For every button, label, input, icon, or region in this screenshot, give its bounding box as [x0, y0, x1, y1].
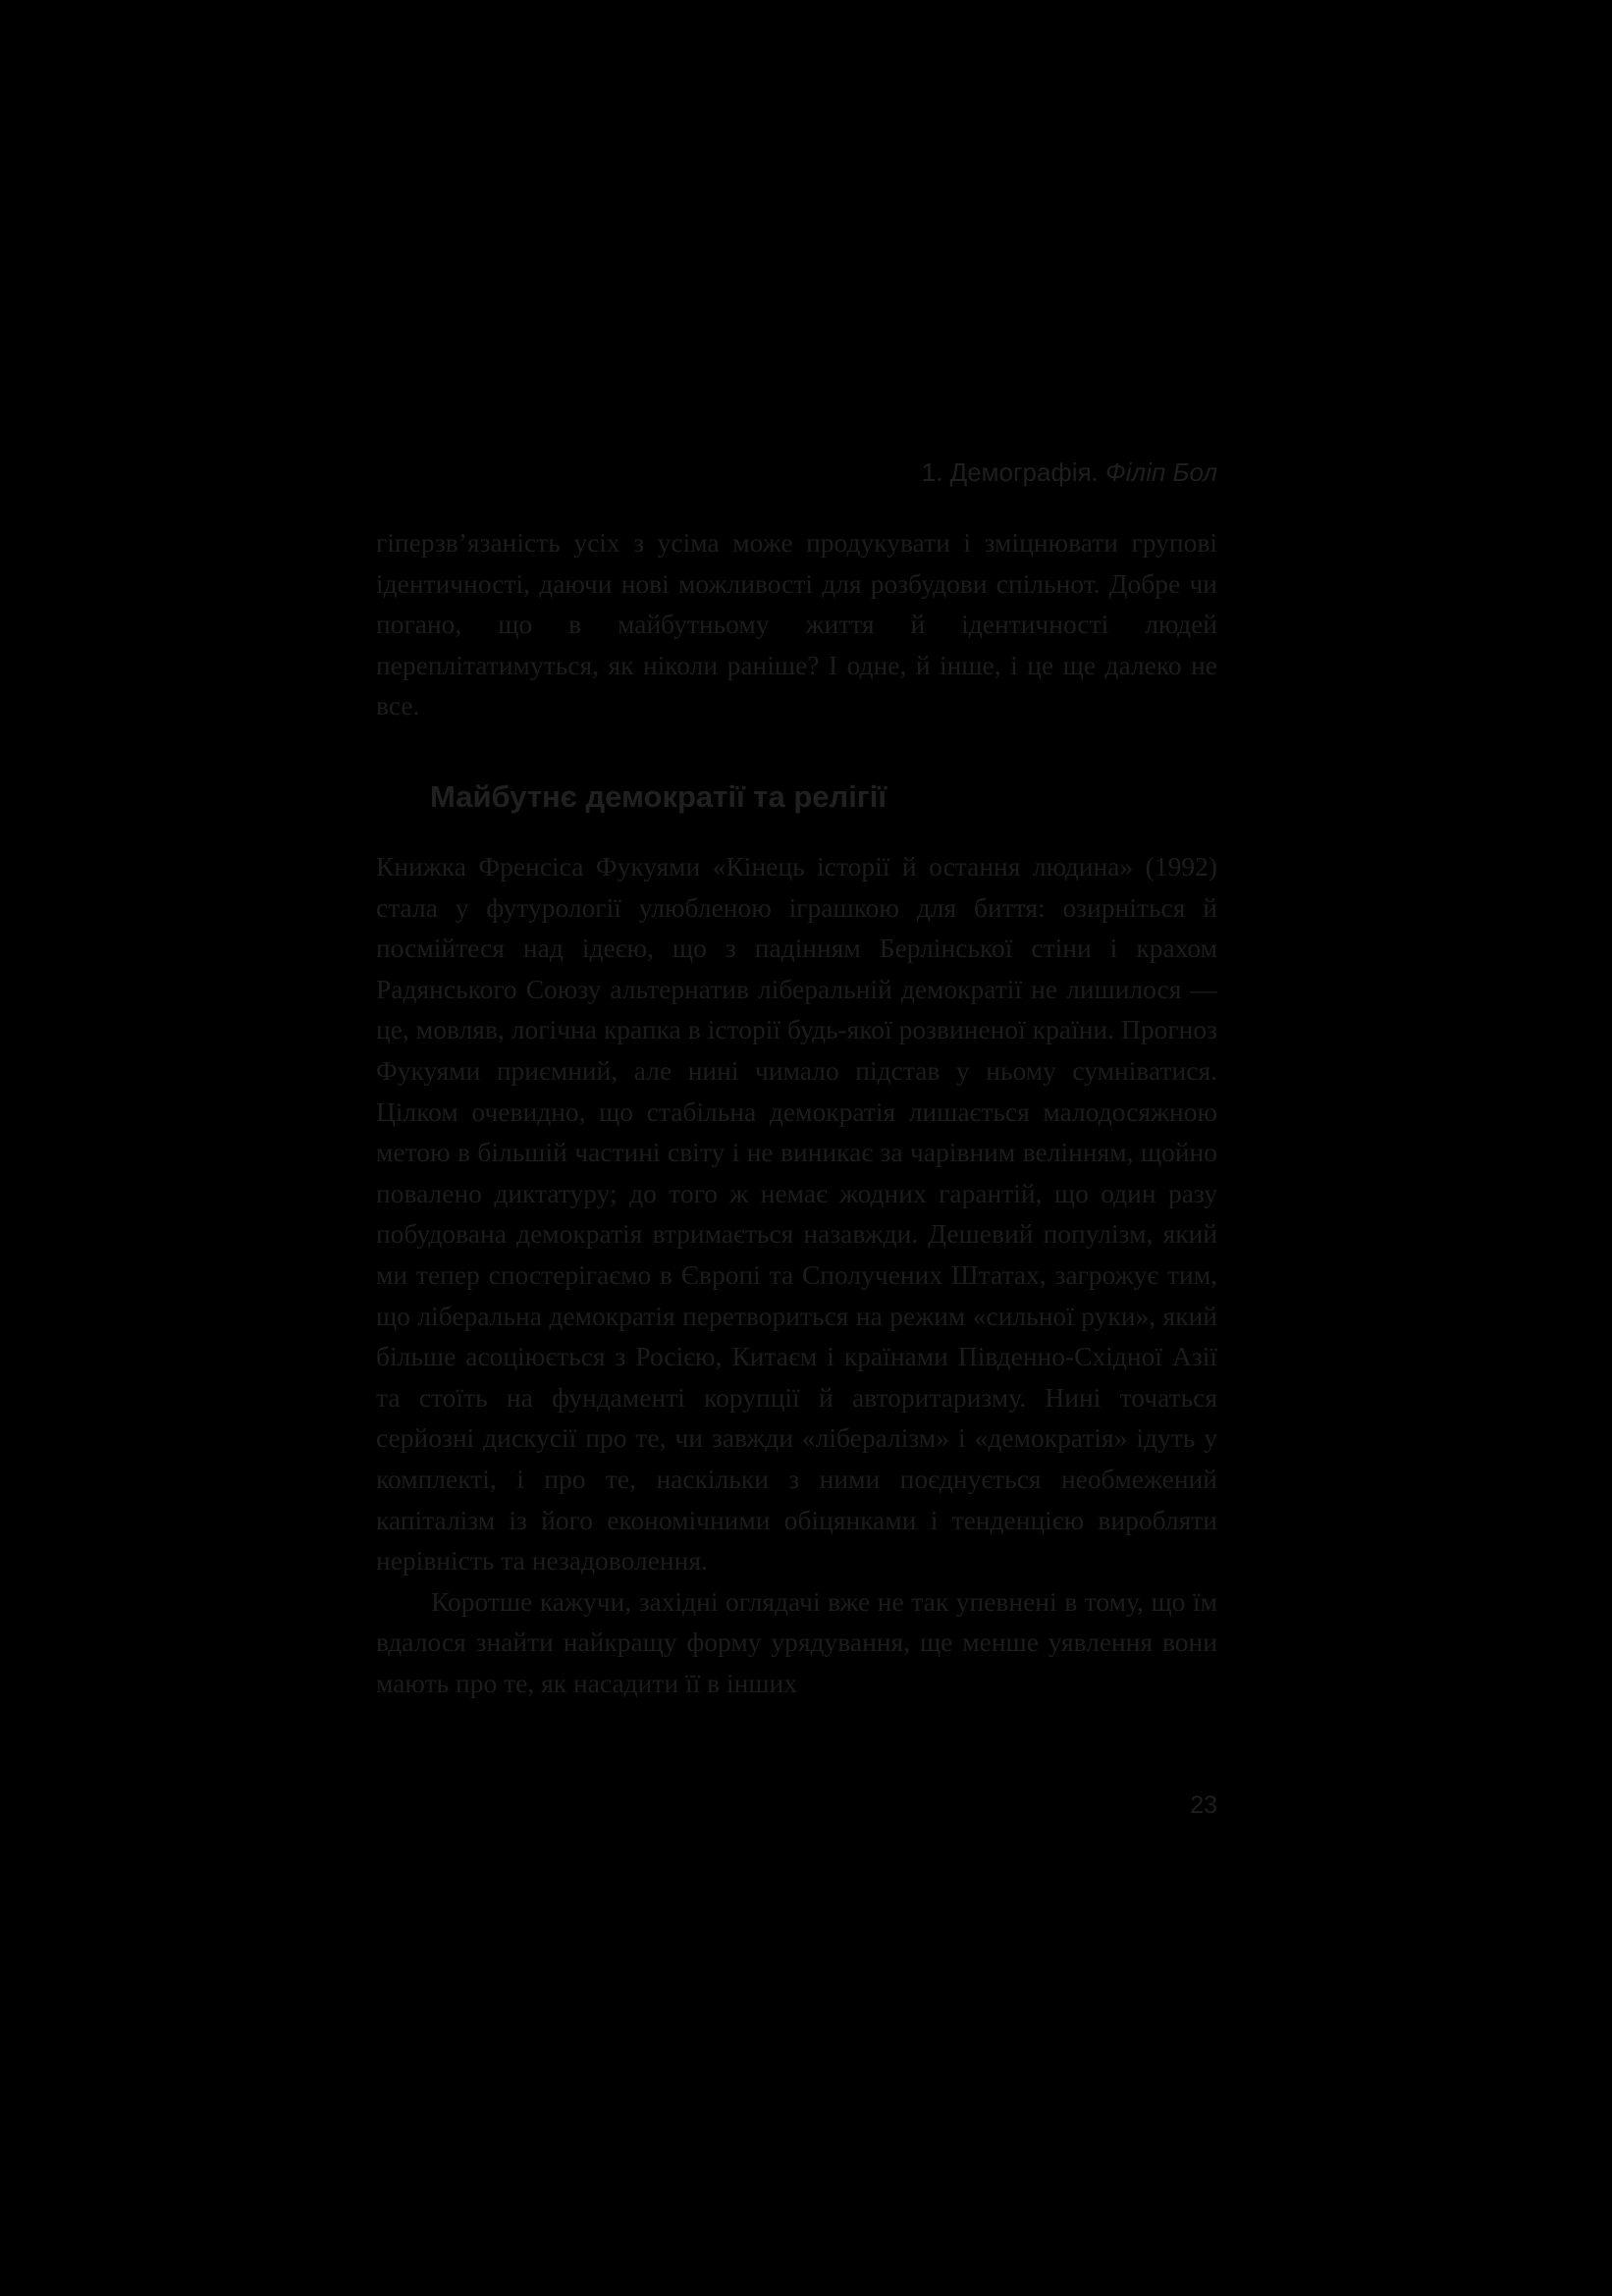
body-paragraph: Книжка Френсіса Фукуями «Кінець історії й остання людина» (1992) стала у футурології улюбленою іграшкою для биття: озирніться й посмійтеся над ідеєю, що з падінням Берлінської стіни і крахом Радянського Союзу альтернатив ліберальній демократії не лишилося — це, мовляв, логічна крапка в історії будь-якої розвиненої країни. Прогноз Фукуями приємний, але нині чимало підстав у ньому сумніватися. Цілком очевидно, що стабільна демократія лишається малодосяжною метою в більшій частині світу і не виникає за чарівним велінням, щойно повалено диктатуру; до того ж немає жодних гарантій, що один разу побудована демократія втримається назавжди. Дешевий популізм, який ми тепер спостерігаємо в Європі та Сполучених Штатах, загрожує тим, що ліберальна демократія перетвориться на режим «сильної руки», який більше асоціюється з Росією, Китаєм і країнами Південно-Східної Азії та стоїть на фундаменті корупції й авторитаризму. Нині точаться серйозні дискусії про те, чи завжди «лібералізм» і «демократія» ідуть у комплекті, і про те, наскільки з ними поєднується необмежений капіталізм із його економічними обіцянками і тенденцією виробляти нерівність та незадоволення. — [376, 851, 1217, 1576]
intro-text — [376, 522, 1217, 726]
intro-paragraph: гіперзв’язаність усіх з усіма може продукувати і зміцнювати групові ідентичності, даючи нові можливості для розбудови спільнот. Добре чи погано, що в майбутньому життя й ідентичності людей переплітатимуться, як ніколи раніше? І одне, й інше, і це ще далеко не все. — [376, 527, 1217, 721]
section-heading: Майбутнє демократії та релігії — [430, 779, 887, 814]
body-paragraph: Коротше кажучи, західні оглядачі вже не так упевнені в тому, що їм вдалося знайти найкращу форму урядування, ще менше уявлення вони мають про те, як насадити її в інших — [376, 1585, 1217, 1698]
page-number: 23 — [1190, 1791, 1217, 1819]
chapter-title: 1. Демографія. — [921, 457, 1099, 487]
running-header — [376, 455, 1217, 489]
section-body — [376, 846, 1217, 1703]
chapter-author: Філіп Бол — [1105, 457, 1217, 487]
